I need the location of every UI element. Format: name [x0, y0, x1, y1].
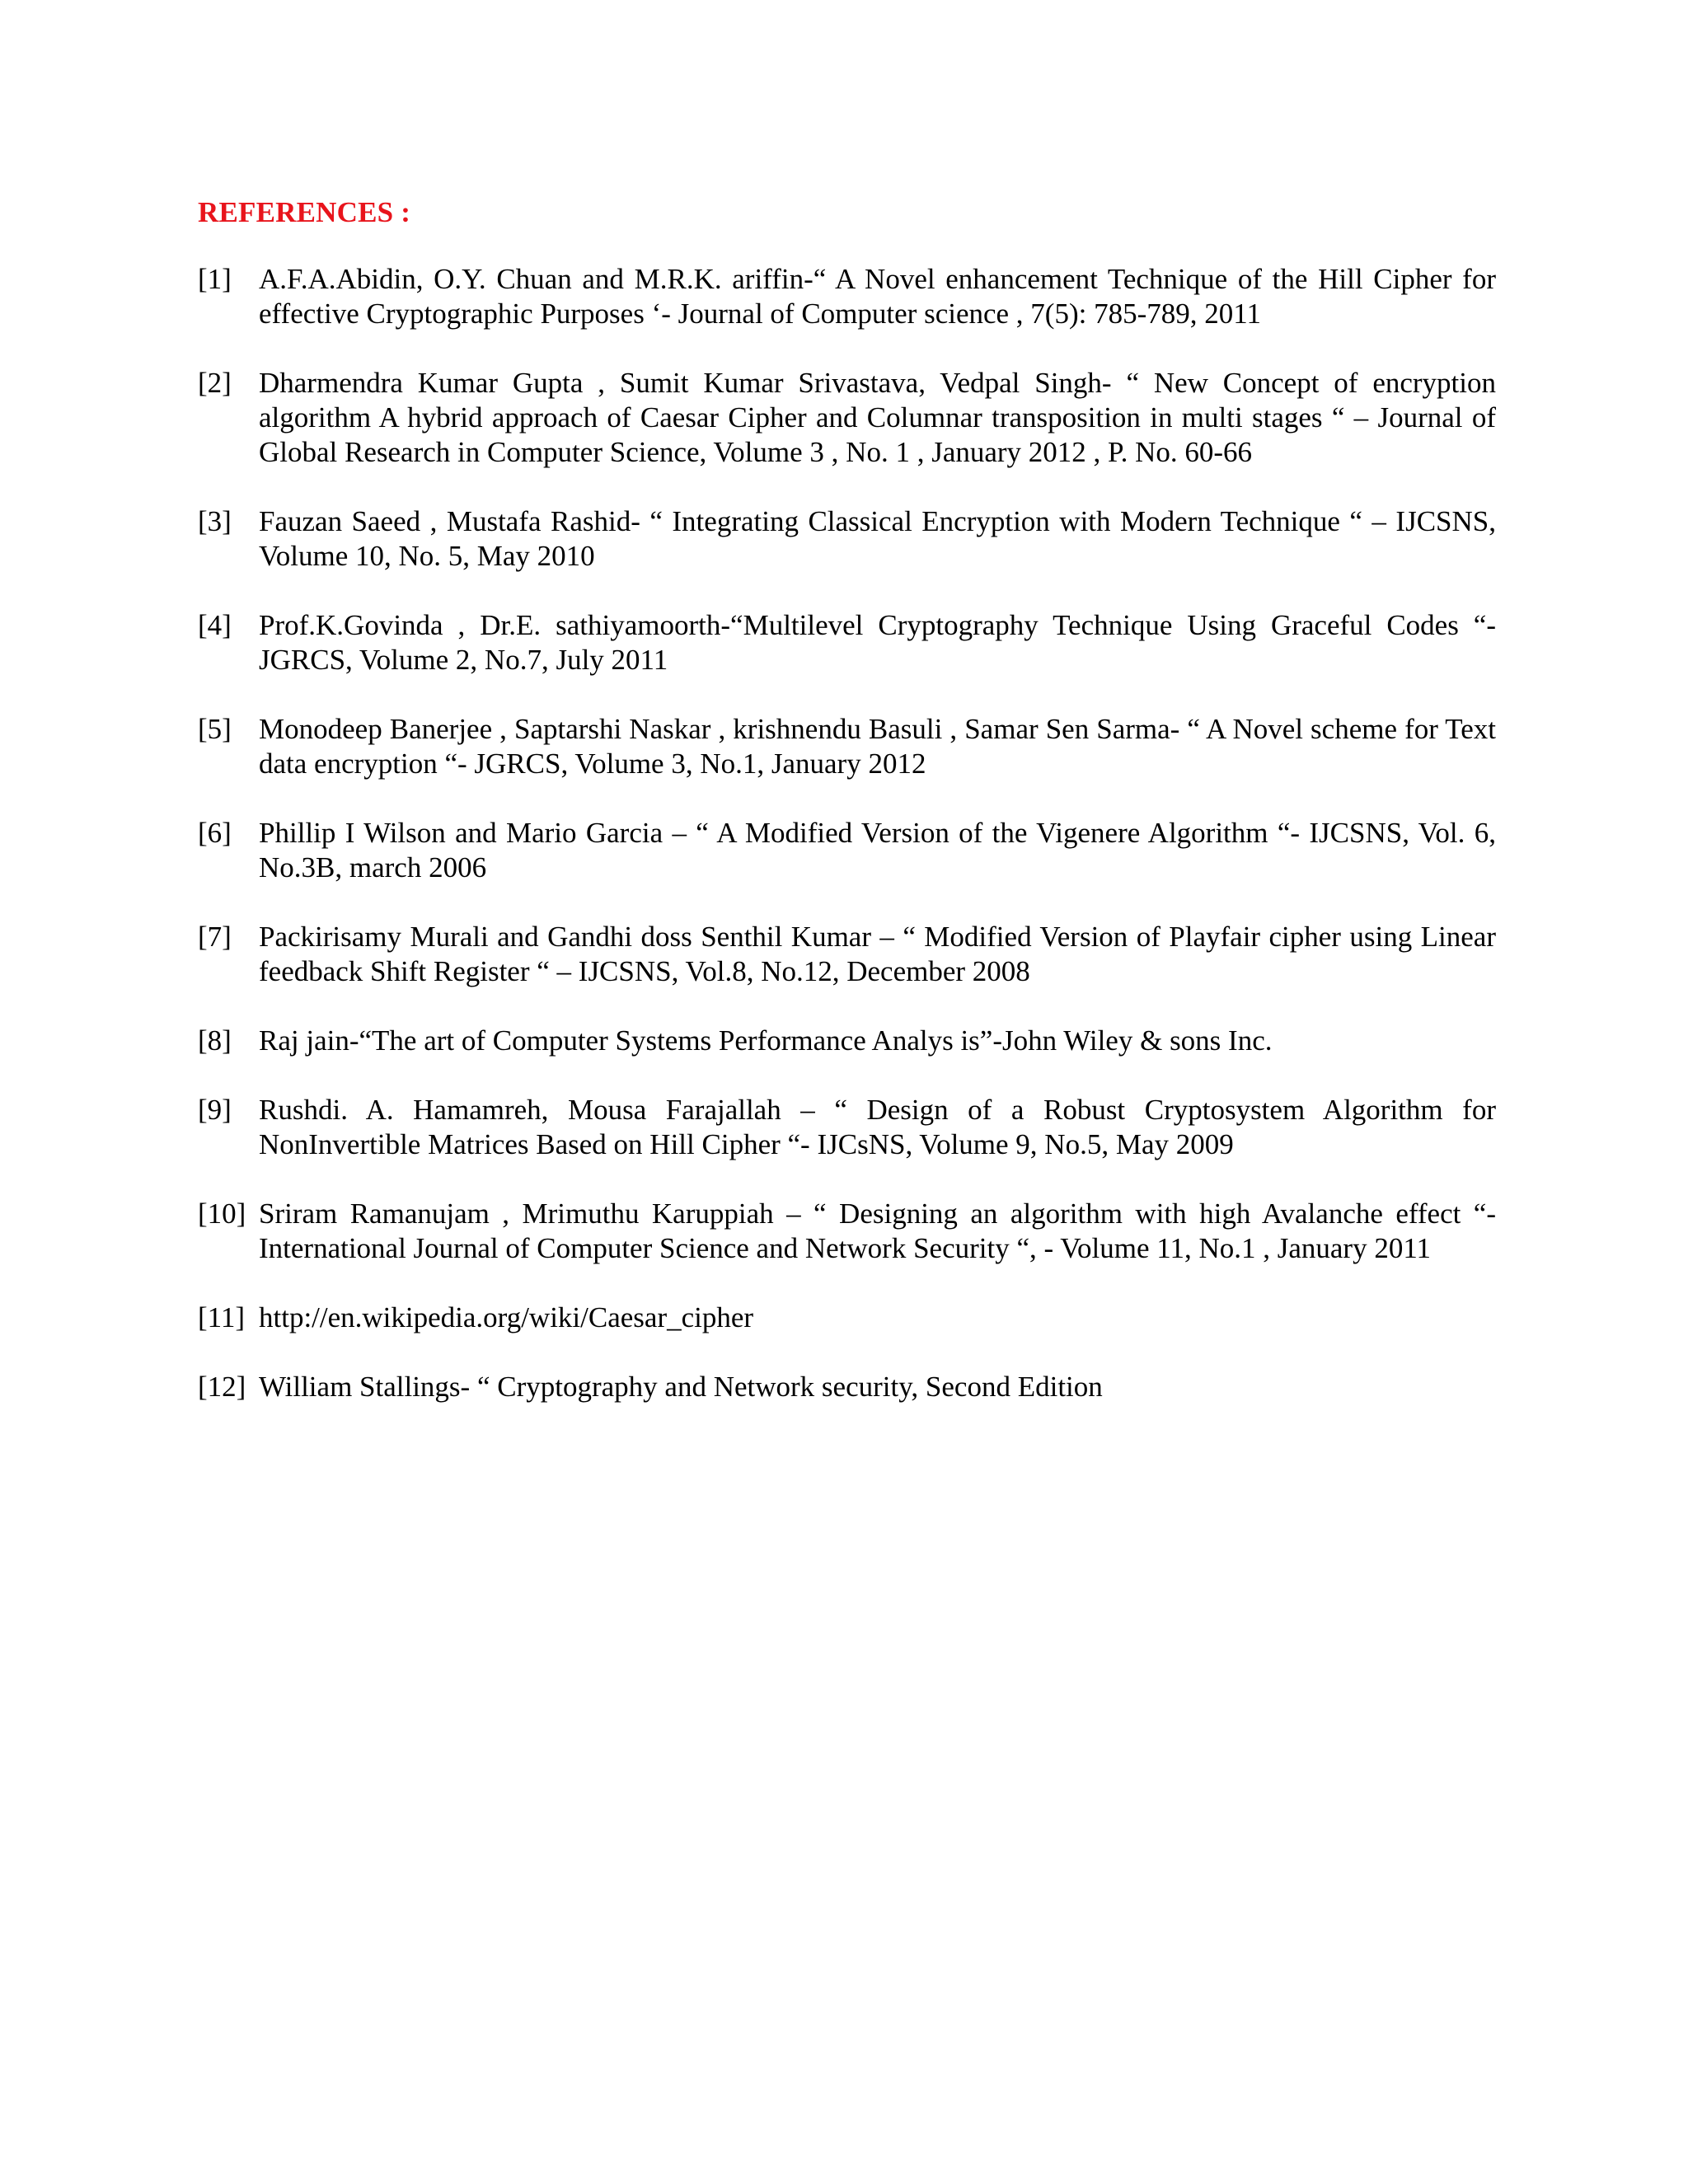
reference-text: Monodeep Banerjee , Saptarshi Naskar , krishnendu Basuli , Samar Sen Sarma- “ A Novel scheme for Text data encryption “- JGRCS, Volume 3, No.1, January 2012: [259, 713, 1496, 780]
reference-number: [7]: [198, 921, 232, 953]
reference-item-5: [198, 712, 1496, 781]
reference-number: [4]: [198, 609, 232, 641]
reference-text: Dharmendra Kumar Gupta , Sumit Kumar Srivastava, Vedpal Singh- “ New Concept of encryption algorithm A hybrid approach of Caesar Cipher and Columnar transposition in multi stages “ – Journal of Global Research in Computer Science, Volume 3 , No. 1 , January 2012 , P. No. 60-66: [259, 367, 1496, 468]
reference-item-1: [198, 262, 1496, 331]
reference-number: [9]: [198, 1094, 232, 1126]
reference-item-9: [198, 1093, 1496, 1162]
reference-text: Rushdi. A. Hamamreh, Mousa Farajallah – “ Design of a Robust Cryptosystem Algorithm for NonInvertible Matrices Based on Hill Cipher “- IJCsNS, Volume 9, No.5, May 2009: [259, 1094, 1496, 1160]
reference-number: [1]: [198, 263, 232, 295]
reference-text: William Stallings- “ Cryptography and Network security, Second Edition: [259, 1371, 1103, 1403]
reference-number: [5]: [198, 713, 232, 745]
reference-text: Fauzan Saeed , Mustafa Rashid- “ Integrating Classical Encryption with Modern Technique “ – IJCSNS, Volume 10, No. 5, May 2010: [259, 505, 1496, 572]
reference-text: Raj jain-“The art of Computer Systems Performance Analys is”-John Wiley & sons Inc.: [259, 1024, 1273, 1057]
reference-text: A.F.A.Abidin, O.Y. Chuan and M.R.K. ariffin-“ A Novel enhancement Technique of the Hill Cipher for effective Cryptographic Purposes ‘- Journal of Computer science , 7(5): 785-789, 2011: [259, 263, 1496, 330]
reference-link[interactable]: http://en.wikipedia.org/wiki/Caesar_cipher: [259, 1301, 754, 1333]
reference-number: [12]: [198, 1371, 246, 1403]
reference-item-11: [198, 1301, 1496, 1335]
reference-item-2: [198, 366, 1496, 470]
reference-number: [8]: [198, 1024, 232, 1057]
references-heading: REFERENCES :: [198, 196, 411, 228]
reference-number: [11]: [198, 1301, 246, 1333]
reference-number: [6]: [198, 817, 232, 849]
reference-number: [2]: [198, 367, 232, 399]
reference-text: Packirisamy Murali and Gandhi doss Senthil Kumar – “ Modified Version of Playfair cipher using Linear feedback Shift Register “ – IJCSNS, Vol.8, No.12, December 2008: [259, 921, 1496, 987]
reference-text: Sriram Ramanujam , Mrimuthu Karuppiah – “ Designing an algorithm with high Avalanche effect “- International Journal of Computer Science and Network Security “, - Volume 11, No.1 , January 2011: [259, 1197, 1496, 1264]
reference-number: [10]: [198, 1197, 246, 1230]
reference-item-10: [198, 1197, 1496, 1266]
reference-number: [3]: [198, 505, 232, 537]
reference-item-7: [198, 920, 1496, 989]
reference-text: Prof.K.Govinda , Dr.E. sathiyamoorth-“Multilevel Cryptography Technique Using Graceful Codes “- JGRCS, Volume 2, No.7, July 2011: [259, 609, 1496, 676]
reference-list: [198, 262, 1496, 1439]
reference-item-3: [198, 504, 1496, 574]
reference-item-8: [198, 1024, 1496, 1058]
reference-text: Phillip I Wilson and Mario Garcia – “ A Modified Version of the Vigenere Algorithm “- IJCSNS, Vol. 6, No.3B, march 2006: [259, 817, 1496, 883]
reference-item-6: [198, 816, 1496, 885]
reference-item-4: [198, 608, 1496, 677]
reference-item-12: [198, 1370, 1496, 1404]
